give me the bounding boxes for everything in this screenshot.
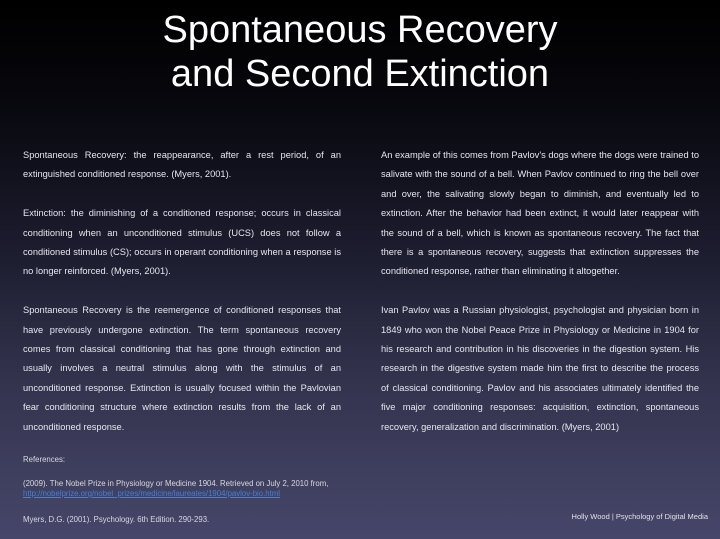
author-credit: Holly Wood | Psychology of Digital Media — [571, 512, 708, 521]
spontaneous-recovery-explanation: Spontaneous Recovery is the reemergence of conditioned responses that have previously undergone extinction. The term spontaneous recovery comes from classical conditioning that has gone through extinction and usually involves a neutral stimulus along with the stimulus of an unconditioned response. Extinction is usually focused within the Pavlovian fear conditioning structure where extinction results from the lack of an unconditioned response. — [23, 305, 341, 432]
left-column — [23, 146, 341, 437]
reference-myers: Myers, D.G. (2001). Psychology. 6th Edition. 290-293. — [23, 515, 210, 524]
pavlov-dogs-example: An example of this comes from Pavlov's dogs where the dogs were trained to salivate with the sound of a bell. When Pavlov continued to ring the bell over and over, the salivating slowly began to diminish, and eventually led to extinction. After the behavior had been extinct, it would later reappear with the sound of a bell, which is known as spontaneous recovery. The fact that there is a spontaneous recovery, suggests that extinction suppresses the conditioned response, rather than eliminating it altogether. — [381, 150, 699, 277]
reference-nobel: (2009). The Nobel Prize in Physiology or Medicine 1904. Retrieved on July 2, 2010 from, — [23, 479, 329, 488]
references — [23, 455, 343, 525]
slide-title — [0, 8, 720, 96]
definition-spontaneous-recovery: Spontaneous Recovery: the reappearance, after a rest period, of an extinguished conditioned response. (Myers, 2001). — [23, 150, 341, 180]
references-heading: References: — [23, 455, 66, 464]
right-column — [381, 146, 699, 437]
title-line-2: and Second Extinction — [170, 53, 550, 95]
definition-extinction: Extinction: the diminishing of a conditioned response; occurs in classical conditioning when an unconditioned stimulus (UCS) does not follow a conditioned stimulus (CS); occurs in operant conditioning when a response is no longer reinforced. (Myers, 2001). — [23, 208, 341, 277]
title-line-1: Spontaneous Recovery — [162, 9, 558, 51]
ivan-pavlov-bio: Ivan Pavlov was a Russian physiologist, psychologist and physician born in 1849 who won the Nobel Peace Prize in Physiology or Medicine in 1904 for his research and contribution in his discoveries in the digestion system. His research in the digestive system made him the first to describe the process of classical conditioning. Pavlov and his associates ultimately identified the five major conditioning responses: acquisition, extinction, spontaneous recovery, generalization and discrimination. (Myers, 2001) — [381, 305, 699, 432]
reference-link[interactable]: http://nobelprize.org/nobel_prizes/medicine/laureates/1904/pavlov-bio.html — [23, 489, 281, 498]
